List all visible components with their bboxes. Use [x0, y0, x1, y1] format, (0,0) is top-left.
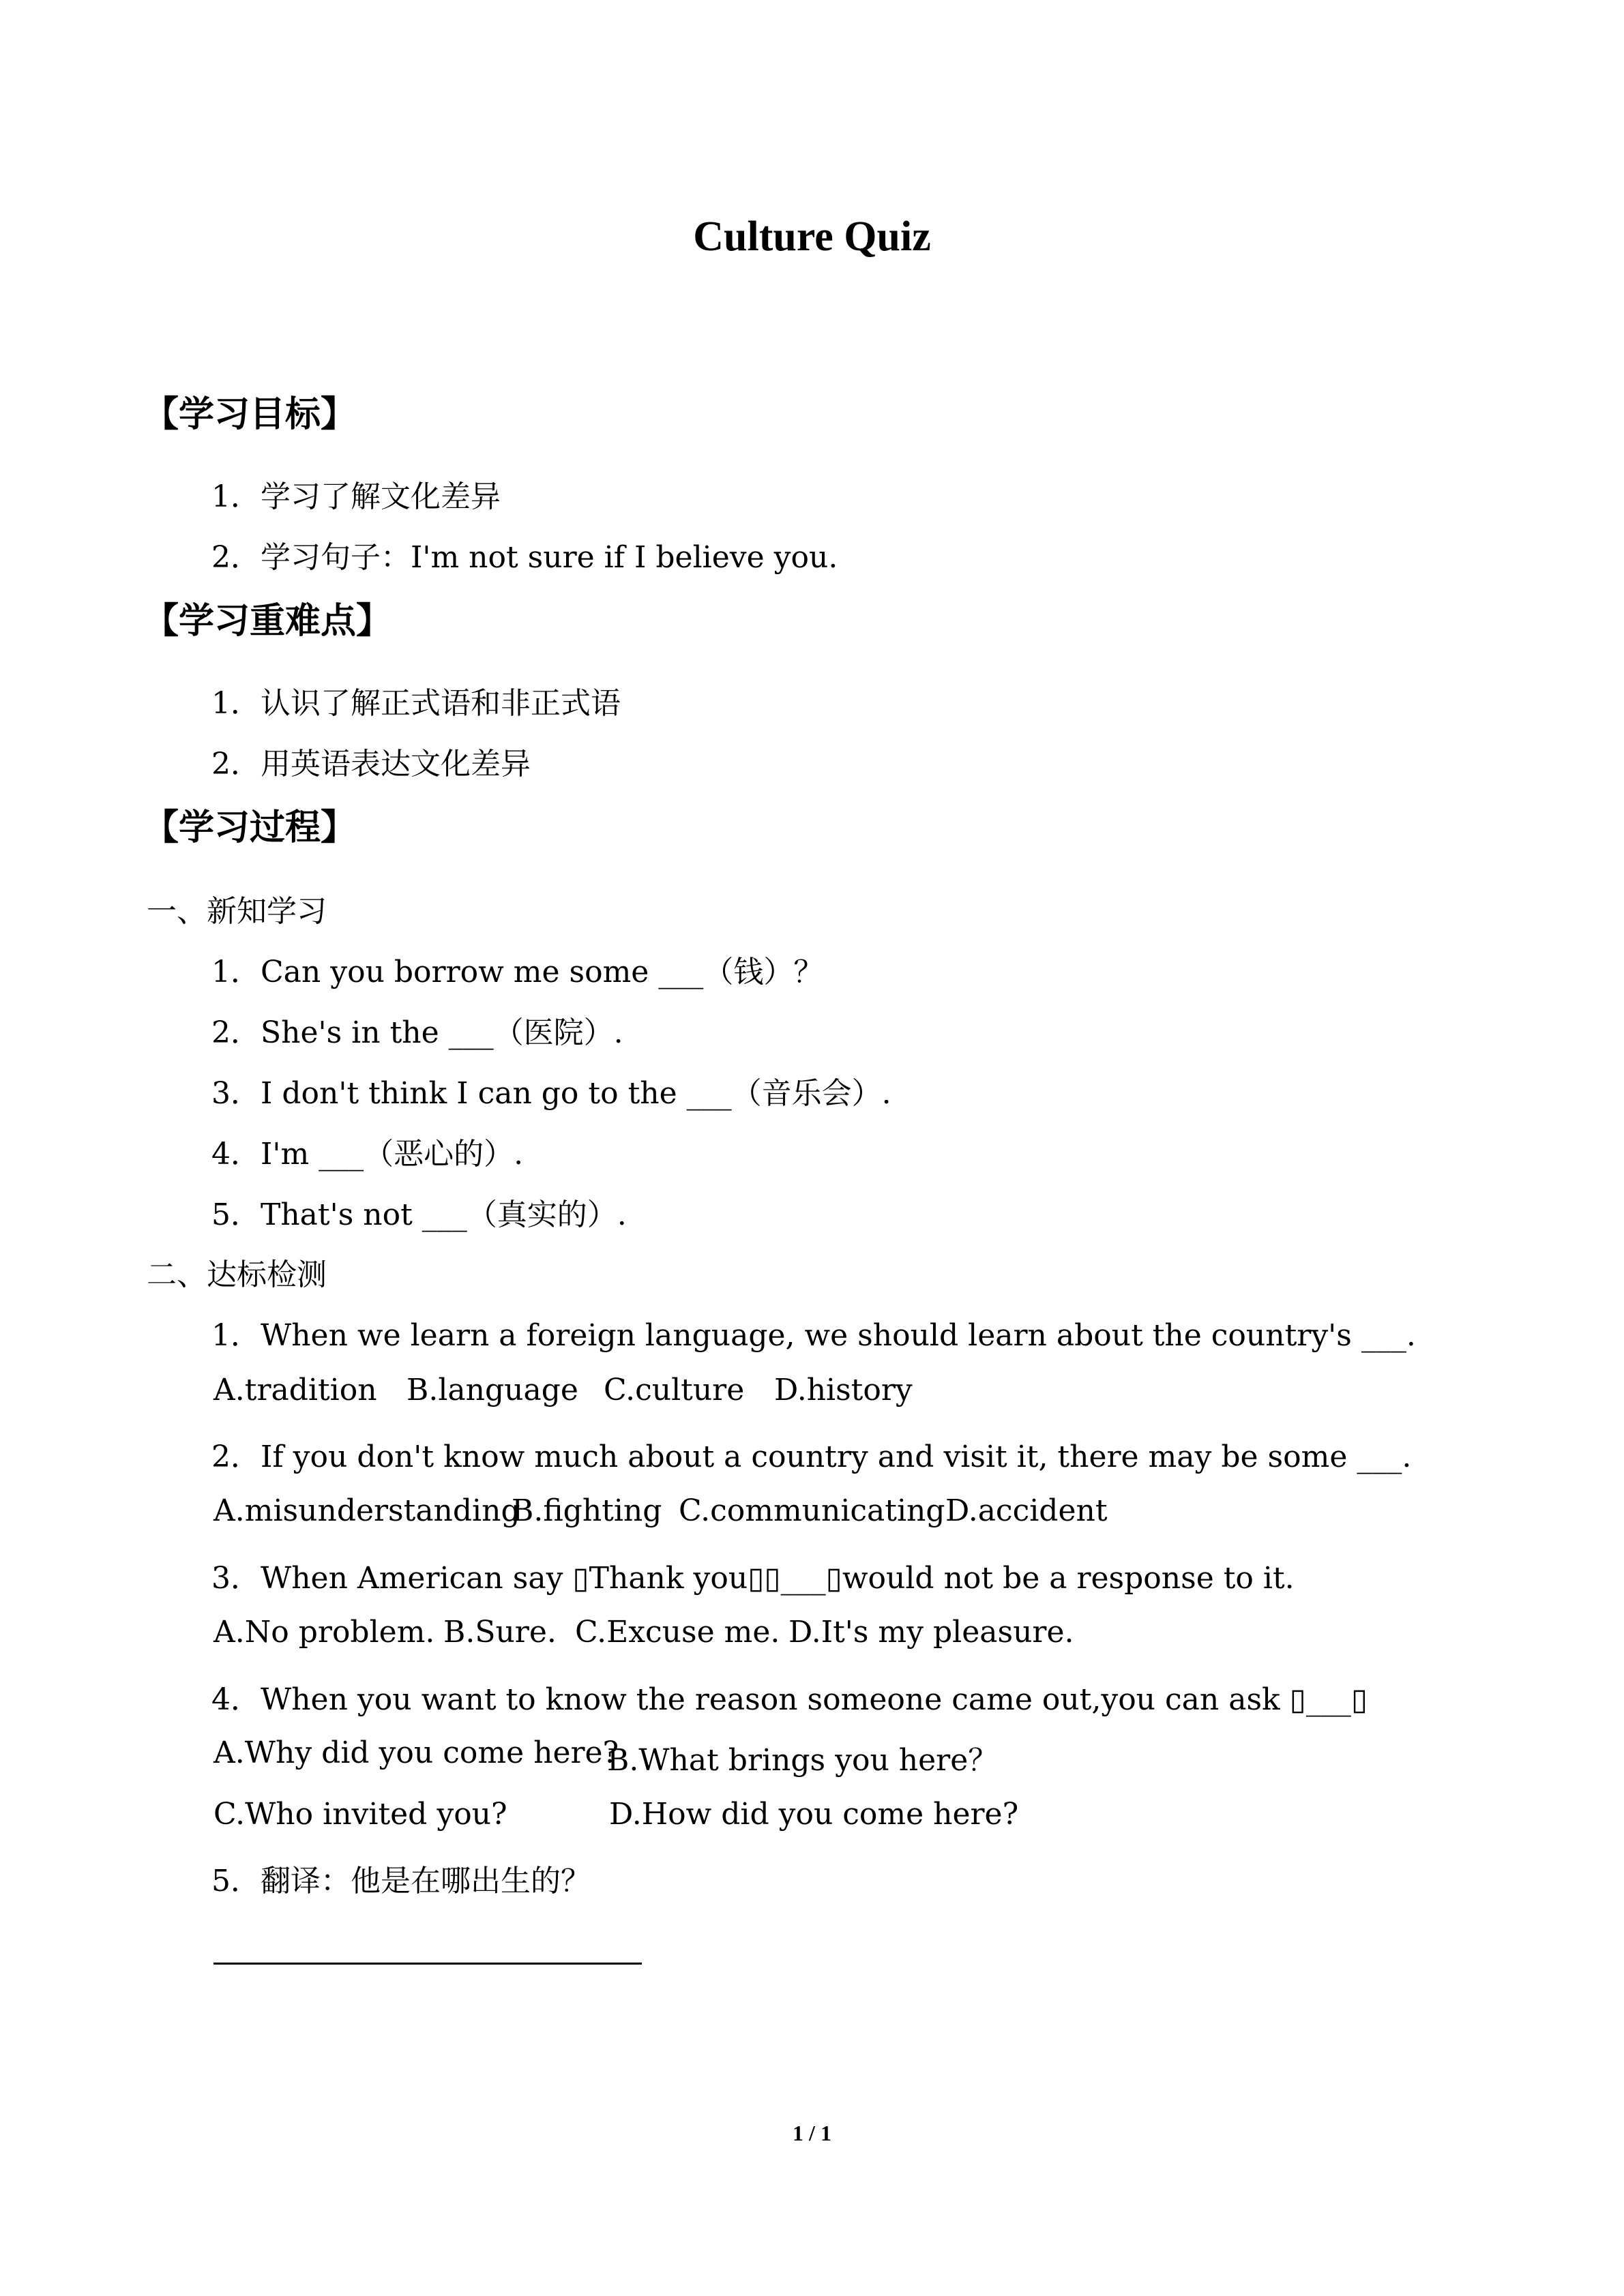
new-knowledge-item-2: 2．She's in the ___（医院）.: [211, 1015, 623, 1050]
q4-option-b: B.What brings you here？: [607, 1743, 999, 1778]
q3-option-a: A.No problem.: [213, 1615, 435, 1650]
q4-option-d: D.How did you come here?: [609, 1797, 1019, 1832]
question-1-stem: 1．When we learn a foreign language, we should learn about the country's ___.: [211, 1318, 1416, 1353]
q3-option-c: C.Excuse me.: [575, 1615, 780, 1650]
objective-item-1: 1．学习了解文化差异: [211, 479, 501, 514]
q1-option-a: A.tradition: [213, 1373, 377, 1407]
key-point-item-2: 2．用英语表达文化差异: [211, 747, 531, 781]
new-knowledge-title: 一、新知学习: [147, 894, 327, 929]
q2-option-b: B.fighting: [512, 1493, 662, 1528]
q1-option-c: C.culture: [604, 1373, 745, 1407]
test-title: 二、达标检测: [147, 1257, 327, 1292]
answer-blank-line: [213, 1963, 642, 1965]
new-knowledge-item-5: 5．That's not ___（真实的）.: [211, 1197, 627, 1232]
new-knowledge-item-1: 1．Can you borrow me some ___（钱）？: [211, 955, 824, 989]
question-4-stem: 4．When you want to know the reason someone came out,you can ask ▯___▯: [211, 1682, 1368, 1717]
new-knowledge-item-3: 3．I don't think I can go to the ___（音乐会）.: [211, 1076, 891, 1111]
q1-option-d: D.history: [774, 1373, 913, 1407]
q2-option-c: C.communicating: [679, 1493, 945, 1528]
question-5-stem: 5．翻译：他是在哪出生的？: [211, 1864, 591, 1898]
objective-item-2: 2．学习句子：I'm not sure if I believe you.: [211, 540, 838, 575]
process-heading: 【学习过程】: [143, 807, 357, 848]
q4-option-c: C.Who invited you?: [213, 1797, 507, 1832]
question-2-stem: 2．If you don't know much about a country and visit it, there may be some ___.: [211, 1440, 1412, 1474]
q2-option-d: D.accident: [945, 1493, 1108, 1528]
q3-option-d: D.It's my pleasure.: [788, 1615, 1074, 1650]
key-point-item-1: 1．认识了解正式语和非正式语: [211, 686, 621, 721]
objectives-heading: 【学习目标】: [143, 394, 357, 435]
page-title: Culture Quiz: [693, 213, 931, 260]
q4-option-a: A.Why did you come here?: [213, 1735, 619, 1770]
q3-option-b: B.Sure.: [443, 1615, 557, 1650]
q1-option-b: B.language: [407, 1373, 578, 1407]
page-number: 1 / 1: [793, 2121, 831, 2145]
new-knowledge-item-4: 4．I'm ___（恶心的）.: [211, 1137, 524, 1172]
key-points-heading: 【学习重难点】: [143, 601, 392, 642]
q2-option-a: A.misunderstanding: [213, 1493, 520, 1528]
question-3-stem: 3．When American say ▯Thank you▯▯___▯would not be a response to it.: [211, 1561, 1295, 1596]
